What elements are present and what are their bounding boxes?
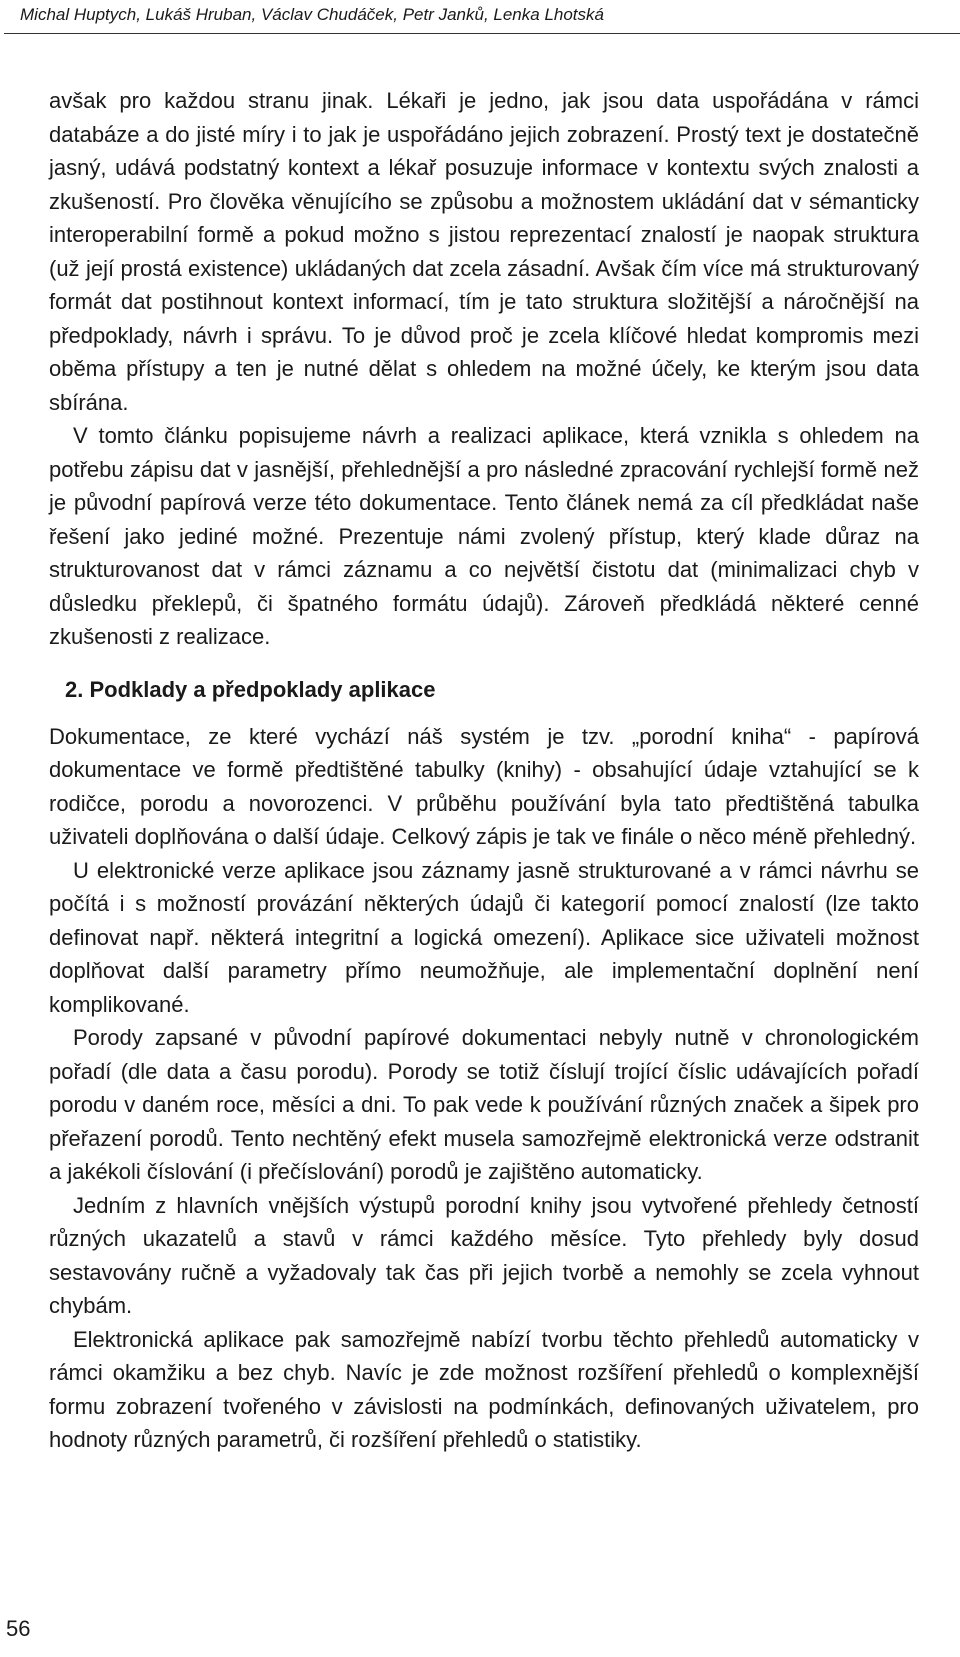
running-head-authors: Michal Huptych, Lukáš Hruban, Václav Chudáček, Petr Janků, Lenka Lhotská (20, 5, 604, 24)
paragraph-automatic-reports: Elektronická aplikace pak samozřejmě nabízí tvorbu těchto přehledů automaticky v rámci okamžiku a bez chyb. Navíc je zde možnost rozšíření přehledů o komplexnější formu zobrazení tvořeného v závislosti na podmínkách, definovaných uživatelem, pro hodnoty různých parametrů, či rozšíření přehledů o statistiky. (49, 1326, 919, 1452)
paragraph-documentation: Dokumentace, ze které vychází náš systém je tzv. „porodní kniha“ - papírová dokumentace ve formě předtištěné tabulky (knihy) - obsahující údaje vztahující se k rodičce, porodu a novorozenci. V průběhu používání byla tato předtištěná tabulka uživateli doplňována o další údaje. Celkový zápis je tak ve finále o něco méně přehledný. (49, 723, 919, 849)
header-rule (4, 33, 960, 34)
paragraph-continuation: avšak pro každou stranu jinak. Lékaři je jedno, jak jsou data uspořádána v rámci databáze a do jisté míry i to jak je uspořádáno jejich zobrazení. Prostý text je dostatečně jasný, udává podstatný kontext a lékař posuzuje informace v kontextu svých znalosti a zkušeností. Pro člověka věnujícího se způsobu a možnostem ukládání dat v sémanticky interoperabilní formě a pokud možno s jistou reprezentací znalostí je naopak struktura (už její prostá existence) ukládaných dat zcela zásadní. Avšak čím více má strukturovaný formát dat postihnout kontext informací, tím je tato struktura složitější a náročnější na předpoklady, návrh i správu. To je důvod proč je zcela klíčové hledat kompromis mezi oběma přístupy a ten je nutné dělat s ohledem na možné účely, ke kterým jsou data sbírána. (49, 88, 919, 415)
page-number: 56 (6, 1616, 31, 1641)
paragraph-electronic-version: U elektronické verze aplikace jsou záznamy jasně strukturované a v rámci návrhu se počítá i s možností provázání některých údajů či kategorií pomocí znalostí (lze takto definovat např. některá integritní a logická omezení). Aplikace sice uživateli možnost doplňovat další parametry přímo neumožňuje, ale implementační doplnění není komplikované. (49, 857, 919, 1017)
section-heading: 2. Podklady a předpoklady aplikace (65, 676, 436, 702)
paragraph-outputs: Jedním z hlavních vnějších výstupů porodní knihy jsou vytvořené přehledy četností různých ukazatelů a stavů v rámci každého měsíce. Tyto přehledy byly dosud sestavovány ručně a vyžadovaly tak čas při jejich tvorbě a nemohly se zcela vyhnout chybám. (49, 1192, 919, 1318)
article-body (49, 84, 919, 1457)
paragraph-article-intro: V tomto článku popisujeme návrh a realizaci aplikace, která vznikla s ohledem na potřebu zápisu dat v jasnější, přehlednější a pro následné zpracování rychlejší formě než je původní papírová verze této dokumentace. Tento článek nemá za cíl předkládat naše řešení jako jediné možné. Prezentuje námi zvolený přístup, který klade důraz na strukturovanost dat v rámci záznamu a co největší čistotu dat (minimalizaci chyb v důsledku překlepů, či špatného formátu údajů). Zároveň předkládá některé cenné zkušenosti z realizace. (49, 423, 919, 649)
paragraph-chronology: Porody zapsané v původní papírové dokumentaci nebyly nutně v chronologickém pořadí (dle data a času porodu). Porody se totiž číslují trojící číslic udávajících pořadí porodu v daném roce, měsíci a dni. To pak vede k používání různých značek a šipek pro přeřazení porodů. Tento nechtěný efekt musela samozřejmě elektronická verze odstranit a jakékoli číslování (i přečíslování) porodů je zajištěno automaticky. (49, 1025, 919, 1184)
